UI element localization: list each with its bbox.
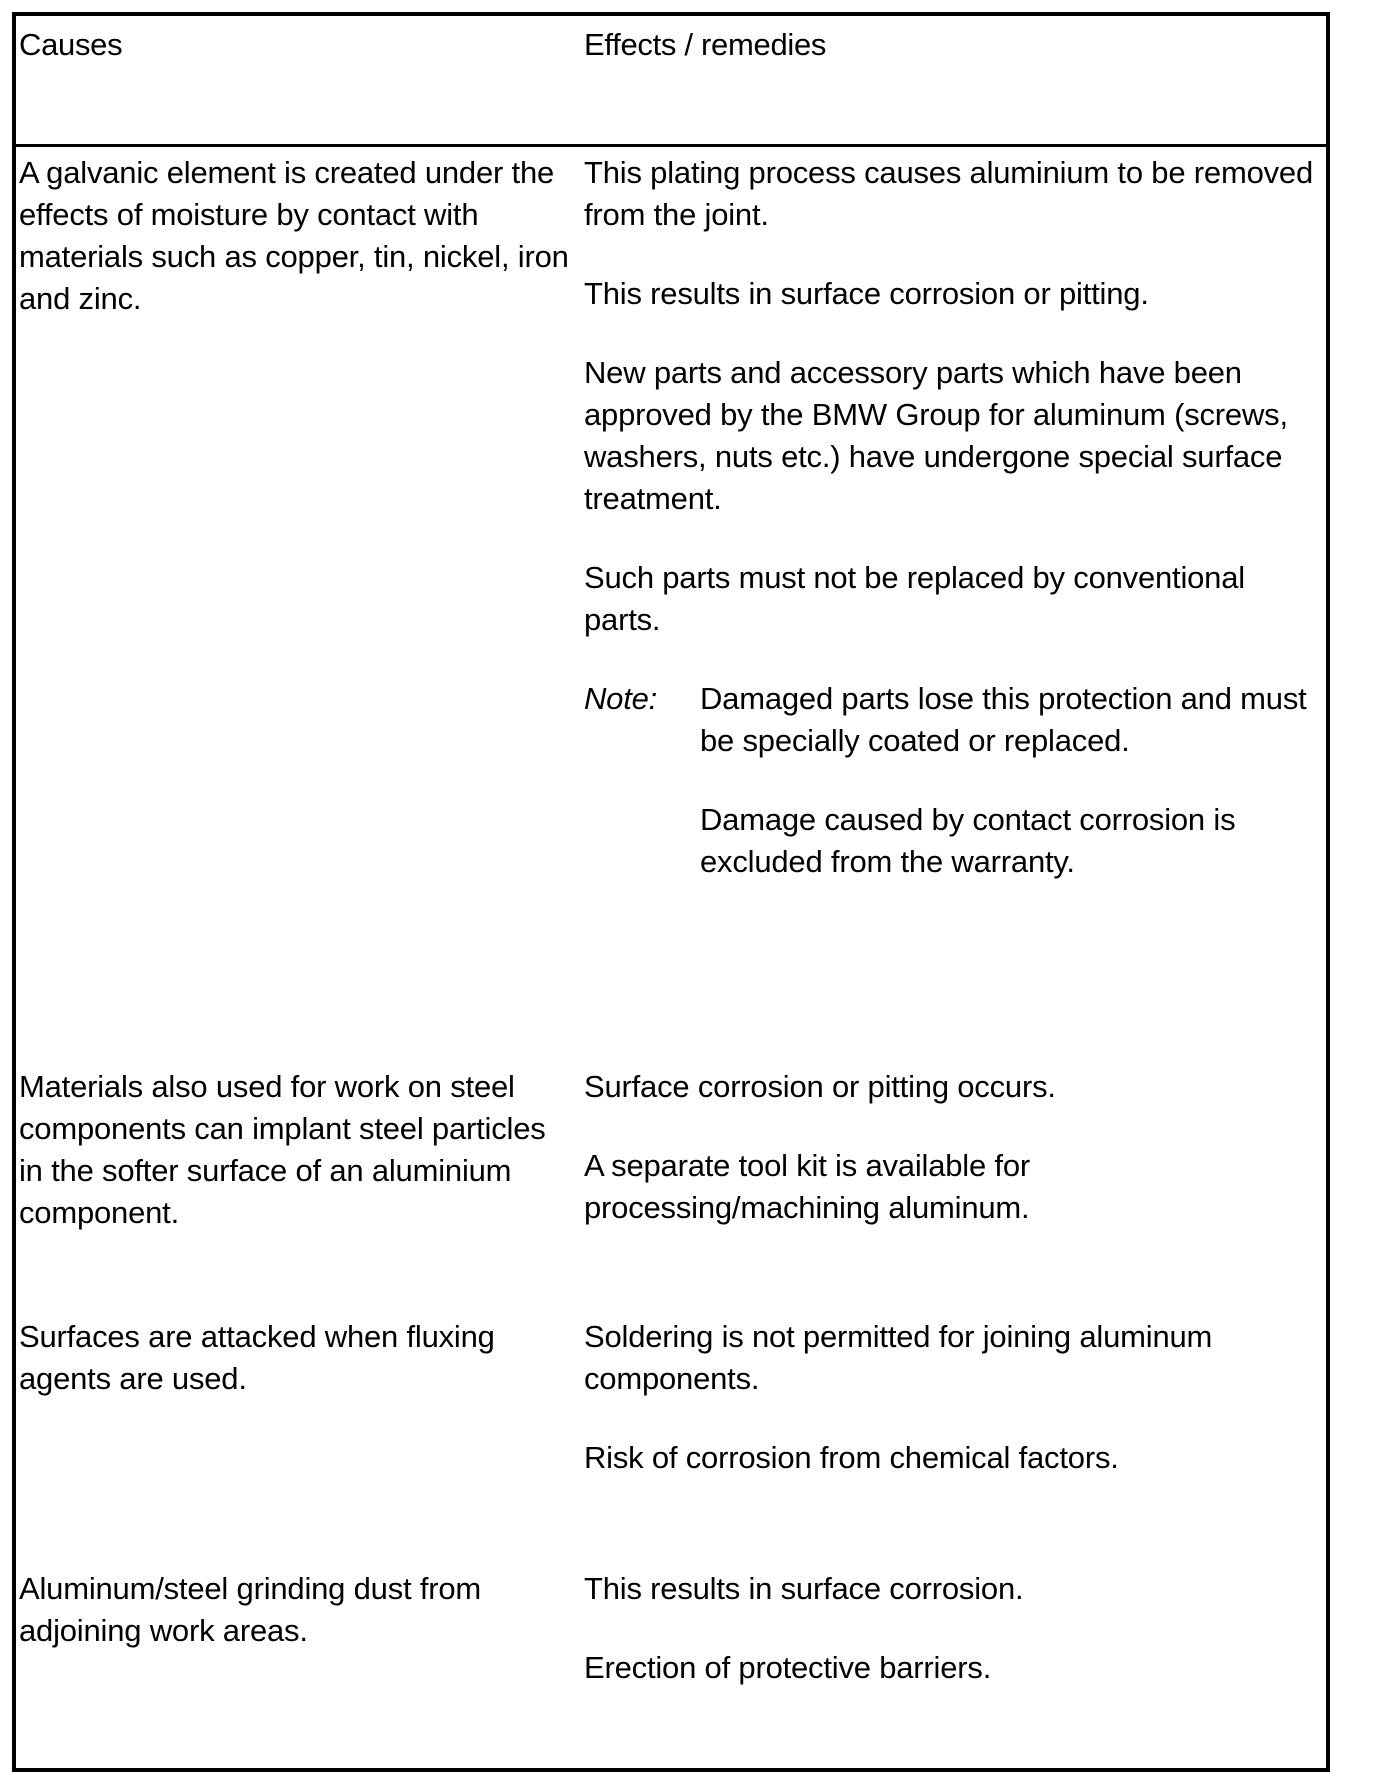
column-header-causes: Causes [19, 27, 123, 62]
effect-text: Risk of corrosion from chemical factors. [584, 1440, 1119, 1475]
row-4-cause [19, 1568, 574, 1652]
row-2-effects [584, 1066, 1324, 1229]
effect-text: This results in surface corrosion or pitting. [584, 276, 1149, 311]
column-header-effects: Effects / remedies [584, 27, 827, 62]
cause-text: Surfaces are attacked when fluxing agents are used. [19, 1319, 495, 1396]
row-3-effects [584, 1316, 1324, 1479]
effect-text: This plating process causes aluminium to be removed from the joint. [584, 155, 1313, 232]
effect-text: Such parts must not be replaced by conventional parts. [584, 560, 1245, 637]
note-block [584, 678, 1324, 883]
effect-text: Erection of protective barriers. [584, 1650, 992, 1685]
effect-text: This results in surface corrosion. [584, 1571, 1024, 1606]
row-1-effects [584, 152, 1324, 883]
header-divider [16, 144, 1326, 147]
effect-text: Surface corrosion or pitting occurs. [584, 1069, 1056, 1104]
row-4-effects [584, 1568, 1324, 1689]
note-text: Damage caused by contact corrosion is excluded from the warranty. [700, 802, 1236, 879]
causes-effects-table [12, 12, 1330, 1772]
cause-text: Aluminum/steel grinding dust from adjoining work areas. [19, 1571, 482, 1648]
cause-text: A galvanic element is created under the effects of moisture by contact with materials such as copper, tin, nickel, iron and zinc. [19, 155, 569, 316]
row-2-cause [19, 1066, 574, 1234]
row-1-cause [19, 152, 574, 320]
note-text: Damaged parts lose this protection and must be specially coated or replaced. [700, 681, 1307, 758]
note-body [700, 678, 1324, 883]
row-3-cause [19, 1316, 574, 1400]
effect-text: A separate tool kit is available for processing/machining aluminum. [584, 1148, 1030, 1225]
cause-text: Materials also used for work on steel components can implant steel particles in the softer surface of an aluminium component. [19, 1069, 546, 1230]
effect-text: Soldering is not permitted for joining aluminum components. [584, 1319, 1213, 1396]
effect-text: New parts and accessory parts which have been approved by the BMW Group for aluminum (screws, washers, nuts etc.) have undergone special surface treatment. [584, 355, 1288, 516]
note-label: Note: [584, 681, 658, 716]
